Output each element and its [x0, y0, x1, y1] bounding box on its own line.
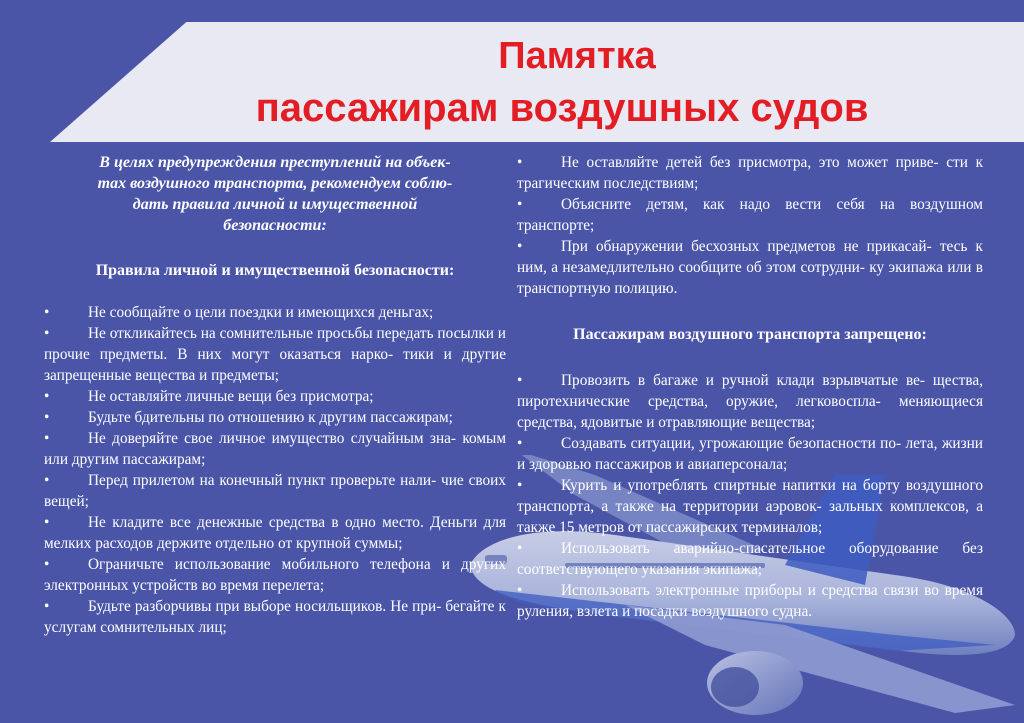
- intro-line-4: безопасности:: [223, 217, 327, 234]
- title-line-1: Памятка: [498, 35, 656, 77]
- list-item: • Не кладите все денежные средства в одно место. Деньги для мелких расходов держите отдельно от крупной суммы;: [44, 514, 506, 552]
- list-item: • Не сообщайте о цели поездки и имеющихся деньгах;: [44, 304, 434, 321]
- prohibited-heading: Пассажирам воздушного транспорта запрещено:: [573, 326, 927, 343]
- list-item: • Создавать ситуации, угрожающие безопасности по- лета, жизни и здоровью пассажиров и авиаперсонала;: [517, 435, 983, 473]
- list-item: • Объясните детям, как надо вести себя на воздушном транспорте;: [517, 196, 983, 234]
- list-item: • Использовать аварийно-спасательное оборудование без соответствующего указания экипажа;: [517, 540, 983, 578]
- intro-line-2: тах воздушного транспорта, рекомендуем соблю-: [97, 175, 453, 192]
- list-item: • Использовать электронные приборы и средства связи во время руления, взлета и посадки воздушного судна.: [517, 582, 983, 620]
- left-column: [44, 152, 506, 638]
- list-item: • Ограничьте использование мобильного телефона и других электронных устройств во время перелета;: [44, 556, 506, 594]
- intro-line-3: дать правила личной и имущественной: [132, 196, 418, 213]
- title-line-2: пассажирам воздушных судов: [255, 86, 869, 130]
- intro-line-1: В целях предупреждения преступлений на объек-: [99, 154, 451, 171]
- intro-text: [44, 152, 506, 236]
- list-item: • Не оставляйте детей без присмотра, это может приве- сти к трагическим последствиям;: [517, 154, 983, 192]
- list-item: • Курить и употреблять спиртные напитки на борту воздушного транспорта, а также на территории аэровок- зальных комплексов, а также 15 метров от пассажирских терминалов;: [517, 477, 983, 536]
- list-item: • Провозить в багаже и ручной клади взрывчатые ве- щества, пиротехнические средства, оружие, легковоспла- меняющиеся средства, ядовитые и отравляющие вещества;: [517, 372, 983, 431]
- list-item: • При обнаружении бесхозных предметов не прикасай- тесь к ним, а незамедлительно сообщите об этом сотрудни- ку экипажа или в транспортную полицию.: [517, 238, 983, 297]
- list-item: • Не оставляйте личные вещи без присмотра;: [44, 388, 374, 405]
- list-item: • Не доверяйте свое личное имущество случайным зна- комым или другим пассажирам;: [44, 430, 506, 468]
- list-item: • Будьте разборчивы при выборе носильщиков. Не при- бегайте к услугам сомнительных лиц;: [44, 598, 506, 636]
- right-column: [517, 152, 983, 622]
- page-title: [50, 30, 1024, 134]
- list-item: • Перед прилетом на конечный пункт проверьте нали- чие своих вещей;: [44, 472, 506, 510]
- list-item: • Будьте бдительны по отношению к другим пассажирам;: [44, 409, 453, 426]
- safety-rules-heading: Правила личной и имущественной безопасности:: [95, 262, 455, 279]
- list-item: • Не откликайтесь на сомнительные просьбы передать посылки и прочие предметы. В них могут оказаться нарко- тики и другие запрещенные вещества и предметы;: [44, 325, 506, 384]
